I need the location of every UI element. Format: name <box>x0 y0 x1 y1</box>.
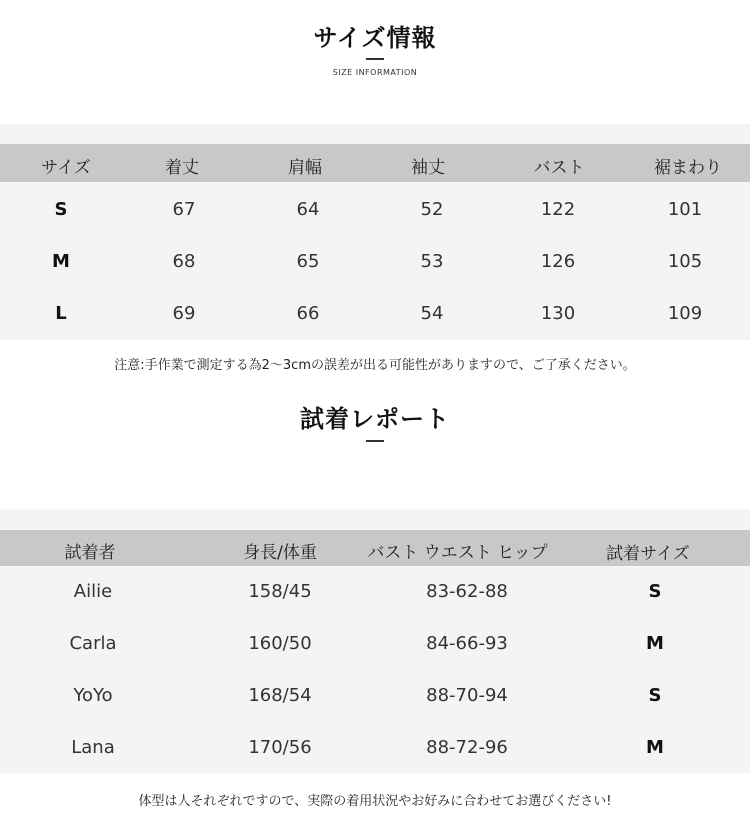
header-cell-size: サイズ <box>41 158 91 178</box>
header-cell-bust: バスト <box>533 158 585 178</box>
table-cell: 88-70-94 <box>426 685 508 706</box>
size-section-title: サイズ情報 <box>313 24 437 52</box>
table-cell-size: S <box>54 199 68 220</box>
header-cell-height-weight: 身長/体重 <box>243 543 317 563</box>
table-cell-size: S <box>648 685 662 706</box>
table-cell: 52 <box>420 199 444 220</box>
table-cell: 160/50 <box>248 633 312 654</box>
table-cell-size: S <box>648 581 662 602</box>
header-cell-sleeve: 袖丈 <box>411 158 445 178</box>
header-cell-tried-size: 試着サイズ <box>606 544 690 564</box>
table-cell: 66 <box>296 303 320 324</box>
table-cell-size: M <box>646 737 664 758</box>
table-cell: 109 <box>667 303 703 324</box>
header-cell-hem: 裾まわり <box>654 158 722 178</box>
table-cell: 170/56 <box>248 737 312 758</box>
table-cell-size: M <box>52 251 70 272</box>
size-note: 注意:手作業で測定する為2～3cmの誤差が出る可能性がありますので、ご了承ください。 <box>114 358 636 373</box>
table-cell-tester: YoYo <box>73 685 113 706</box>
table-cell: 65 <box>296 251 320 272</box>
table-cell: 105 <box>667 251 703 272</box>
table-cell: 122 <box>540 199 576 220</box>
fitting-table-header <box>0 530 750 566</box>
table-cell-tester: Ailie <box>73 581 113 602</box>
table-cell-tester: Lana <box>71 737 115 758</box>
table-cell: 101 <box>667 199 703 220</box>
table-cell: 88-72-96 <box>426 737 508 758</box>
size-section-subtitle: SIZE INFORMATION <box>332 68 418 77</box>
table-cell: 83-62-88 <box>426 581 508 602</box>
size-table <box>0 124 750 340</box>
table-cell: 54 <box>420 303 444 324</box>
table-cell: 84-66-93 <box>426 633 508 654</box>
table-cell: 130 <box>540 303 576 324</box>
title-divider <box>366 58 384 60</box>
fitting-note: 体型は人それぞれですので、実際の着用状況やお好みに合わせてお選びください! <box>138 794 612 809</box>
header-cell-measurements: バスト ウエスト ヒップ <box>367 543 548 563</box>
table-cell: 69 <box>172 303 196 324</box>
title-divider <box>366 440 384 442</box>
table-cell-tester: Carla <box>69 633 117 654</box>
table-cell-size: M <box>646 633 664 654</box>
table-cell: 67 <box>172 199 196 220</box>
table-cell-size: L <box>55 303 67 324</box>
header-cell-length: 着丈 <box>165 158 199 178</box>
size-table-header <box>0 144 750 182</box>
table-cell: 158/45 <box>248 581 312 602</box>
table-cell: 168/54 <box>248 685 312 706</box>
table-cell: 53 <box>420 251 444 272</box>
table-cell: 64 <box>296 199 320 220</box>
table-cell: 126 <box>540 251 576 272</box>
header-cell-tester: 試着者 <box>64 543 116 563</box>
fitting-section-title: 試着レポート <box>300 405 450 433</box>
table-cell: 68 <box>172 251 196 272</box>
header-cell-shoulder: 肩幅 <box>288 158 322 178</box>
fitting-table <box>0 509 750 773</box>
